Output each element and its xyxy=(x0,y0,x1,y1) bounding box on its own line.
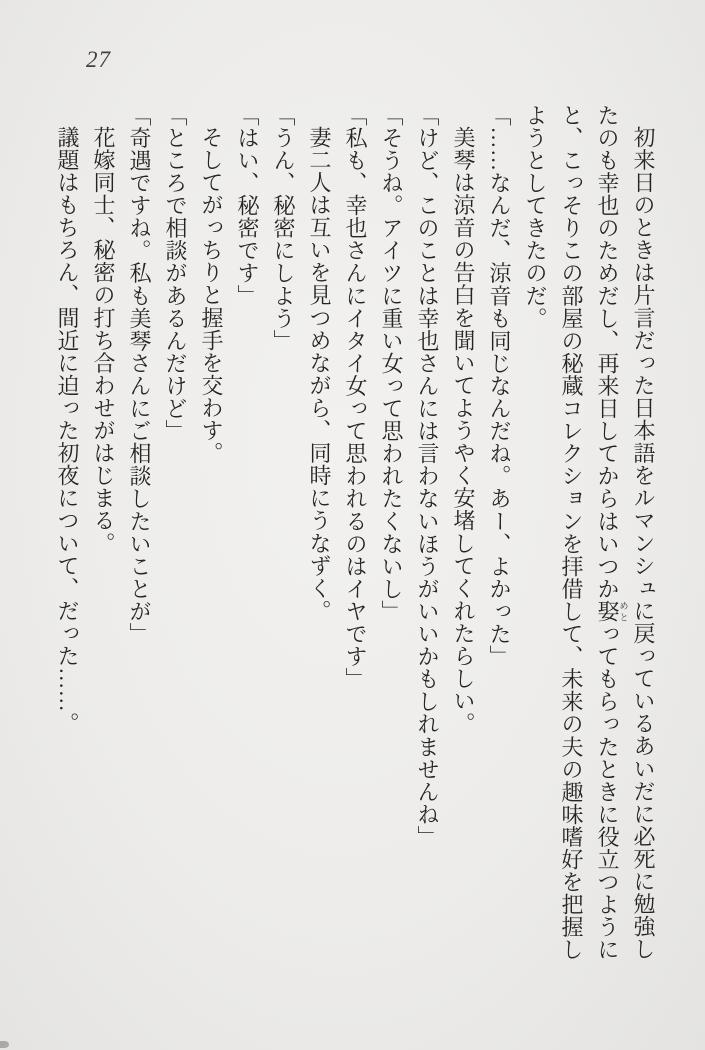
text-run: 美琴は涼音の告白を聞いてようやく安堵してくれたらしい。 xyxy=(451,126,476,735)
paragraph-narrative-1 xyxy=(517,104,661,964)
text-run: 「奇遇ですね。私も美琴さんにご相談したいことが」 xyxy=(127,104,152,646)
paragraph-dialogue-5 xyxy=(373,104,409,964)
text-block xyxy=(49,104,661,964)
furigana-ruby: 娶めと xyxy=(595,600,629,623)
scan-artifact xyxy=(0,1041,9,1048)
paragraph-dialogue-9 xyxy=(229,104,265,964)
paragraph-narrative-3 xyxy=(445,104,481,964)
paragraph-dialogue-6 xyxy=(337,104,373,964)
page-number: 27 xyxy=(86,47,111,72)
text-run: そしてがっちりと握手を交わす。 xyxy=(199,126,224,465)
paragraph-narrative-10 xyxy=(193,104,229,964)
paragraph-dialogue-8 xyxy=(265,104,301,964)
paragraph-narrative-13 xyxy=(85,104,121,964)
text-run: 妻二人は互いを見つめながら、同時にうなずく。 xyxy=(307,126,332,623)
paragraph-dialogue-2 xyxy=(481,104,517,964)
text-run: 花嫁同士、秘密の打ち合わせがはじまる。 xyxy=(91,126,116,555)
text-run: 初来日のときは片言だった日本語をルマンシュに戻っているあいだに必死に勉強したのも幸也のためだし、再来日してからはいつか xyxy=(595,104,656,961)
paragraph-dialogue-12 xyxy=(121,104,157,964)
text-run: 「はい、秘密です」 xyxy=(235,104,260,307)
text-run: 「ところで相談があるんだけど」 xyxy=(163,104,188,443)
paragraph-dialogue-11 xyxy=(157,104,193,964)
text-run: 「……なんだ、涼音も同じなんだね。あー、よかった」 xyxy=(487,104,512,668)
text-run: 「私も、幸也さんにイタイ女って思われるのはイヤです」 xyxy=(343,104,368,691)
paragraph-narrative-7 xyxy=(301,104,337,964)
paragraph-narrative-14 xyxy=(49,104,85,964)
text-run: 「うん、秘密にしよう」 xyxy=(271,104,296,353)
text-run: 「けど、このことは幸也さんには言わないほうがいいかもしれませんね」 xyxy=(415,104,440,849)
text-run: ってもらったときに役立つようにと、こっそりこの部屋の秘蔵コレクションを拝借して、未来の夫の趣味嗜好を把握しようとしてきたのだ。 xyxy=(523,104,620,961)
text-run: 「そうね。アイツに重い女って思われたくないし」 xyxy=(379,104,404,623)
paragraph-dialogue-4 xyxy=(409,104,445,964)
text-run: 議題はもちろん、間近に迫った初夜について、だった……。 xyxy=(55,126,80,735)
